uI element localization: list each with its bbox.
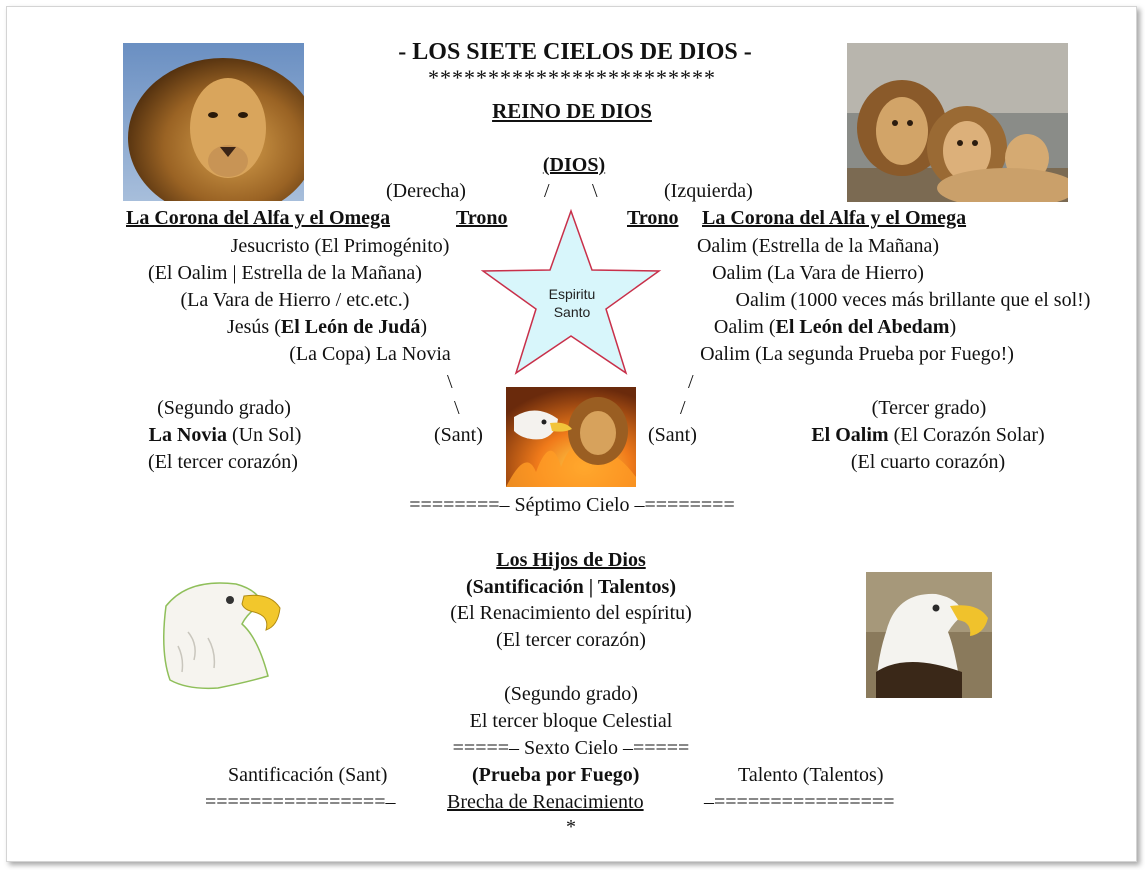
sant-left: (Sant) — [434, 424, 483, 446]
bottom-left-label: Santificación (Sant) — [228, 764, 388, 786]
asterisk-rule: ************************ — [428, 65, 716, 90]
sons-line-1: (Santificación | Talentos) — [466, 576, 676, 598]
el-oalim: El Oalim — [811, 424, 889, 446]
lion-of-judah: El León de Judá — [280, 316, 421, 338]
left-line-4 — [227, 315, 427, 339]
rule-right: –================ — [704, 791, 895, 813]
left-grade-2-rest: (Un Sol) — [226, 424, 302, 446]
left-grade-2 — [149, 423, 302, 447]
left-crown-label: La Corona del Alfa y el Omega — [126, 207, 391, 229]
left-side-label: (Izquierda) — [664, 180, 753, 202]
eagle-photo — [866, 572, 992, 698]
left-line-1: Jesucristo (El Primogénito) — [230, 235, 450, 257]
fire-trial-label: (Prueba por Fuego) — [472, 764, 640, 786]
sons-line-3: (El tercer corazón) — [496, 629, 646, 651]
slash-right: \ — [592, 180, 598, 202]
eagle-drawing — [158, 572, 287, 695]
eagle-lion-fire-photo — [506, 387, 636, 487]
left-line-3: (La Vara de Hierro / etc.etc.) — [180, 289, 410, 311]
right-grade-3: (El cuarto corazón) — [850, 451, 1006, 473]
star-label — [528, 285, 616, 321]
sixth-heaven-label: =====– Sexto Cielo –===== — [452, 737, 690, 759]
sant-right: (Sant) — [648, 424, 697, 446]
right-line-4 — [714, 315, 956, 339]
connector-right-b: / — [680, 397, 686, 419]
left-throne-label: Trono — [456, 207, 508, 229]
lion-photo — [123, 43, 304, 201]
kingdom-heading: REINO DE DIOS — [492, 99, 652, 123]
right-line-1: Oalim (Estrella de la Mañana) — [696, 235, 940, 257]
sons-title: Los Hijos de Dios — [496, 549, 646, 571]
left-line-2: (El Oalim | Estrella de la Mañana) — [148, 262, 422, 284]
star-label-line2: Santo — [553, 304, 591, 320]
page-title: - LOS SIETE CIELOS DE DIOS - — [398, 39, 752, 65]
lion-of-abedam: El León del Abedam — [775, 316, 950, 338]
star-label-line1: Espiritu — [548, 286, 596, 302]
sons-line-2: (El Renacimiento del espíritu) — [450, 602, 692, 624]
la-novia: La Novia — [148, 424, 227, 446]
connector-left-a: \ — [447, 371, 453, 393]
right-line-4-post: ) — [949, 316, 957, 338]
right-line-2: Oalim (La Vara de Hierro) — [712, 262, 924, 284]
slash-left: / — [544, 180, 550, 202]
right-line-5: Oalim (La segunda Prueba por Fuego!) — [700, 343, 1014, 365]
seventh-heaven-label: ========– Séptimo Cielo –======== — [409, 494, 735, 516]
left-line-4-post: ) — [420, 316, 428, 338]
right-line-3: Oalim (1000 veces más brillante que el sol!) — [735, 289, 1091, 311]
connector-right-a: / — [688, 371, 694, 393]
left-line-4-pre: Jesús ( — [226, 316, 281, 338]
right-crown-label: La Corona del Alfa y el Omega — [702, 207, 967, 229]
right-grade-2 — [811, 423, 1044, 447]
right-grade-1: (Tercer grado) — [871, 397, 987, 419]
bottom-right-label: Talento (Talentos) — [738, 764, 884, 786]
right-throne-label: Trono — [627, 207, 679, 229]
dios-label: (DIOS) — [542, 154, 606, 176]
bottom-asterisk: * — [566, 816, 576, 838]
breach-label: Brecha de Renacimiento — [447, 791, 644, 813]
right-grade-2-rest: (El Corazón Solar) — [888, 424, 1045, 446]
left-grade-1: (Segundo grado) — [157, 397, 291, 419]
rule-left: ================– — [205, 791, 396, 813]
connector-left-b: \ — [454, 397, 460, 419]
left-grade-3: (El tercer corazón) — [148, 451, 298, 473]
left-line-5: (La Copa) La Novia — [289, 343, 451, 365]
right-side-label: (Derecha) — [386, 180, 466, 202]
sons-line-5: El tercer bloque Celestial — [469, 710, 673, 732]
sons-line-4: (Segundo grado) — [504, 683, 638, 705]
right-line-4-pre: Oalim ( — [713, 316, 776, 338]
lion-pride-photo — [847, 43, 1068, 202]
